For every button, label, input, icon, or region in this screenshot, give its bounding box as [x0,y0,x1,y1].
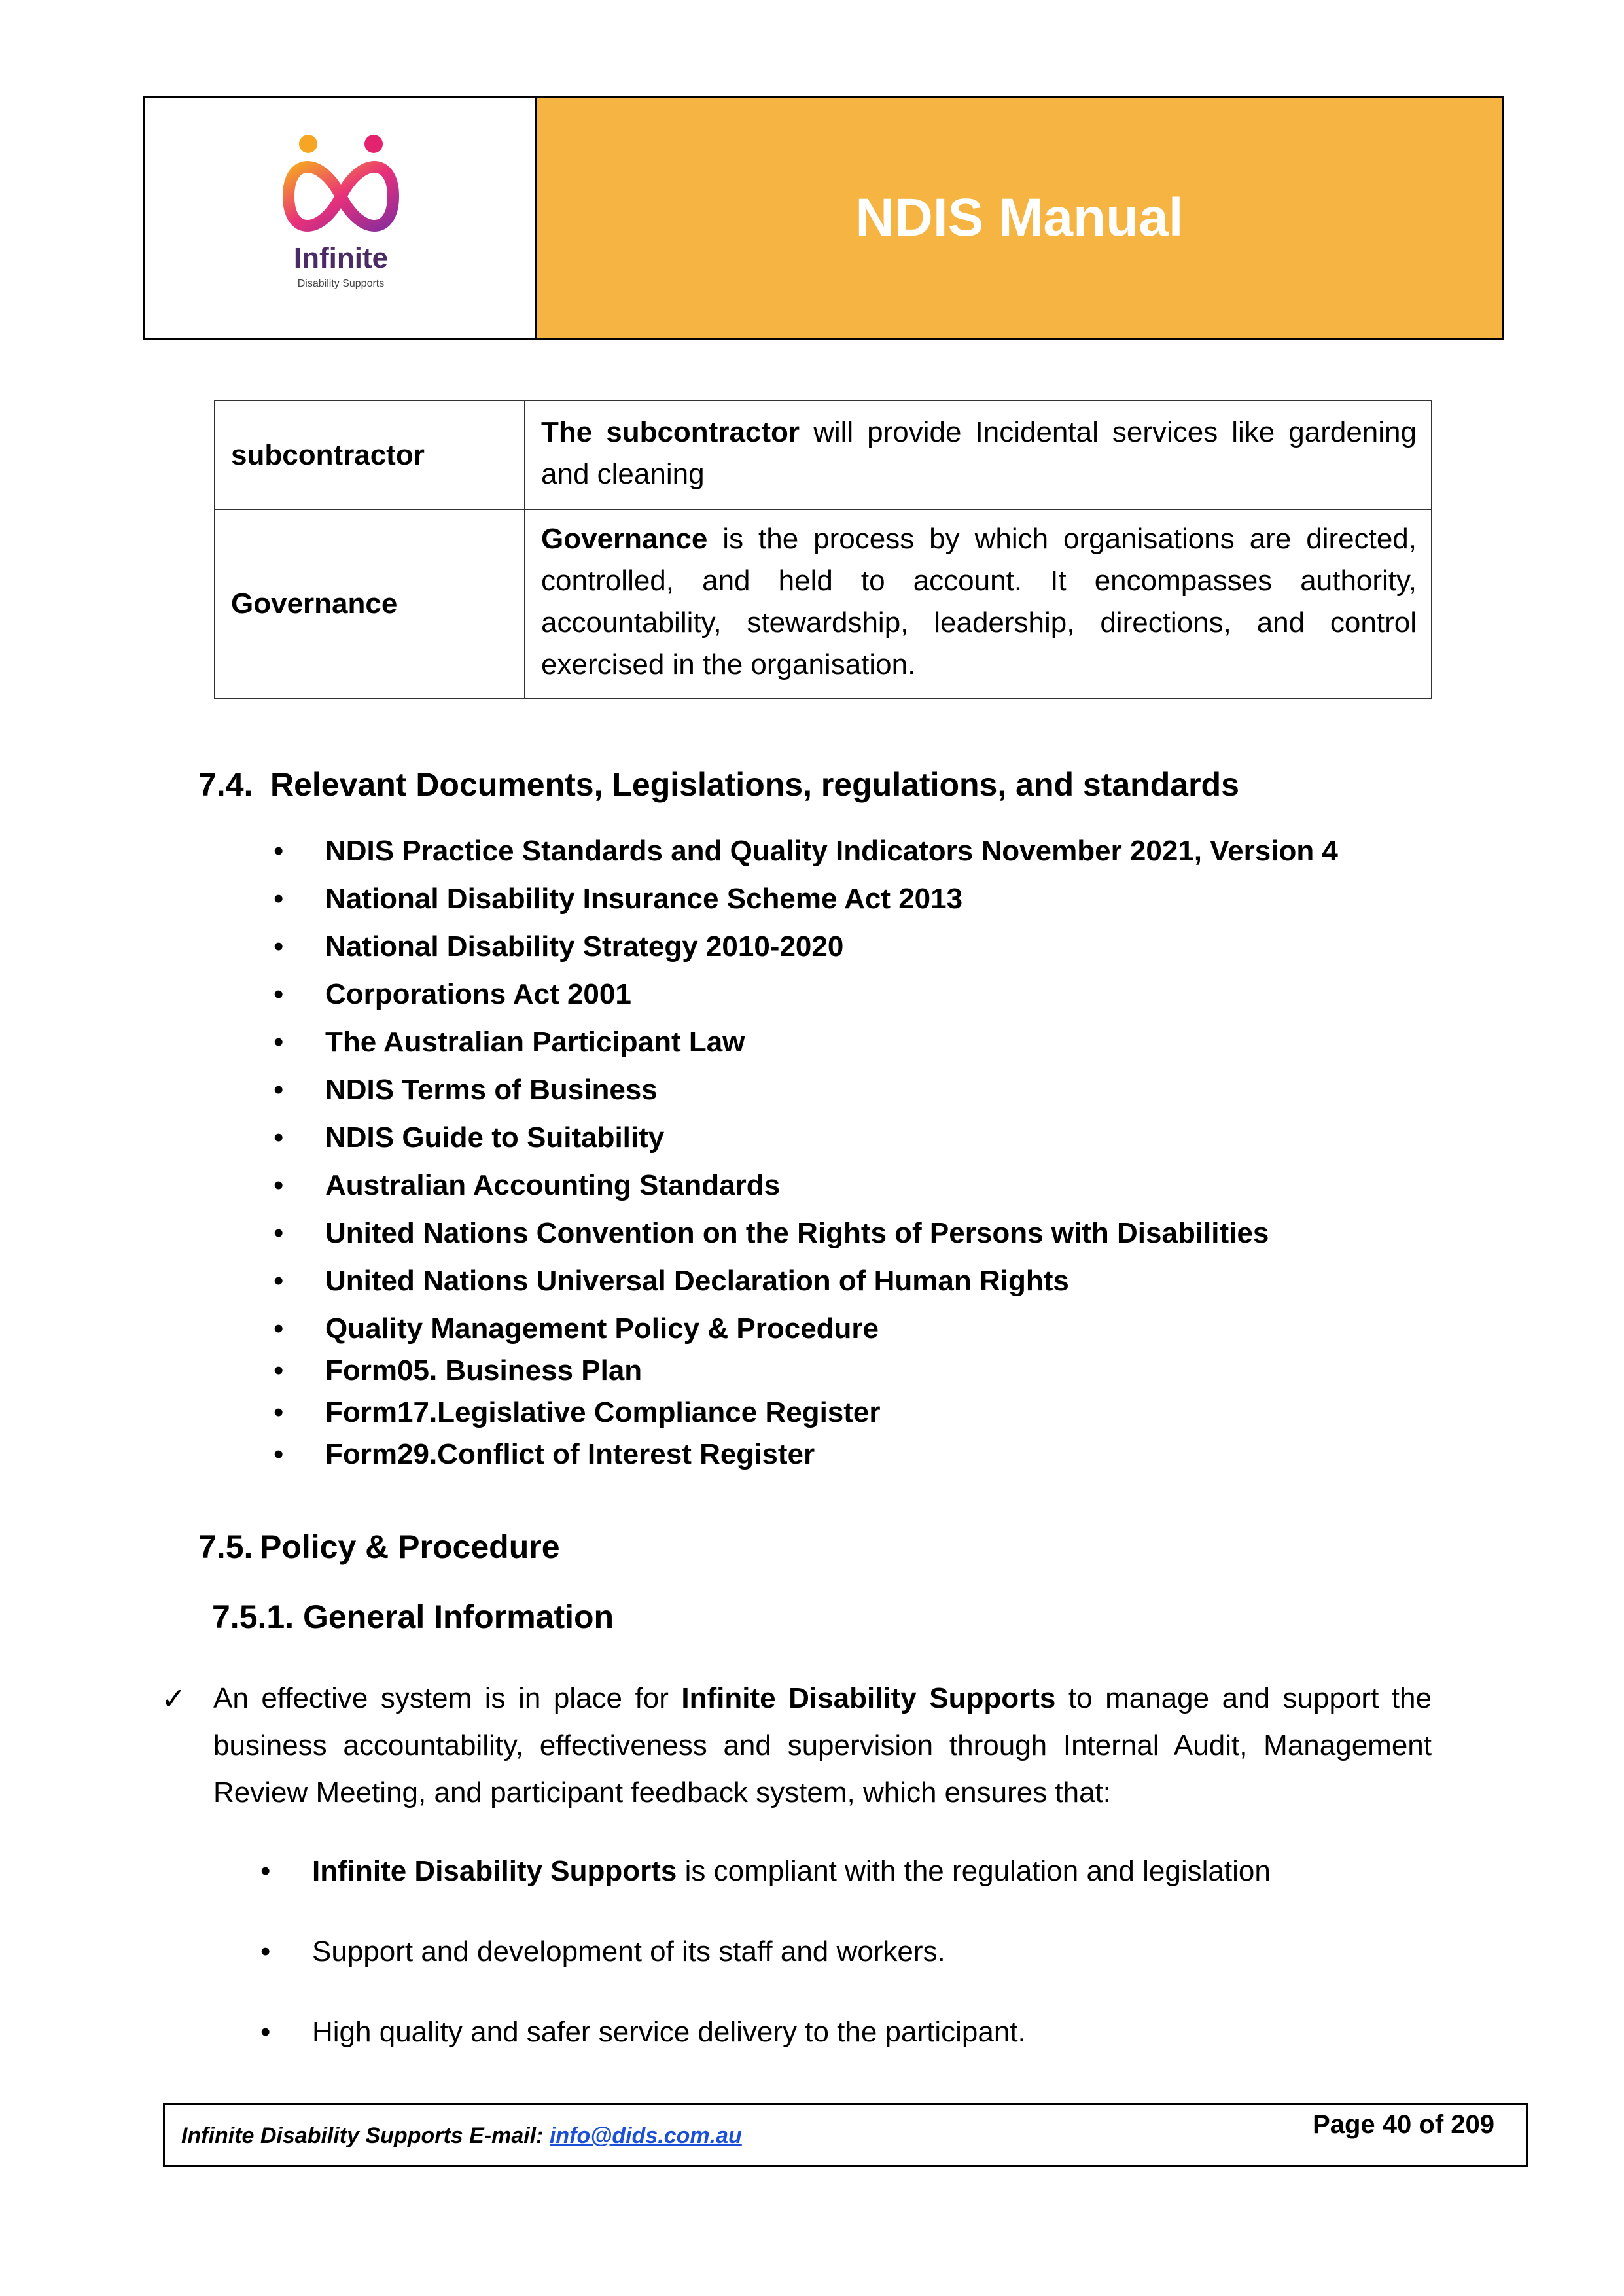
list-item: • Form17.Legislative Compliance Register [0,1396,1338,1438]
section-heading-7-5 [198,1528,560,1566]
section-title: Policy & Procedure [260,1528,560,1565]
footer-label: Infinite Disability Supports E-mail: [181,2123,550,2148]
reference-list [0,835,1338,1480]
glossary-term: Governance [215,510,525,698]
definition-bold: Governance [541,523,708,555]
glossary-definition [525,400,1432,510]
general-information-paragraph [213,1675,1432,1816]
infinity-logo-icon [275,131,406,255]
para-bold: Infinite Disability Supports [681,1682,1056,1714]
list-item: • NDIS Practice Standards and Quality Indicators November 2021, Version 4 [0,835,1338,883]
section-title: Relevant Documents, Legislations, regulations, and standards [270,766,1239,803]
document-footer [163,2103,1528,2167]
glossary-table [214,400,1432,699]
list-item: • United Nations Universal Declaration of Human Rights [0,1265,1338,1313]
point-text: Support and development of its staff and workers. [312,1935,945,1968]
title-cell [537,98,1502,338]
ensures-list [0,1852,1271,2093]
definition-bold: The subcontractor [541,415,800,448]
section-heading-7-5-1 [212,1598,614,1636]
page-number: Page 40 of 209 [1313,2110,1494,2139]
logo-tagline: Disability Supports [297,278,385,289]
list-item: • United Nations Convention on the Rights of Persons with Disabilities [0,1217,1338,1265]
list-item: • Corporations Act 2001 [0,978,1338,1026]
point-bold: Infinite Disability Supports [312,1855,677,1887]
table-row [215,400,1432,510]
definition-text: will provide Incidental services like gardening and cleaning [541,415,1417,490]
list-item: • Form29.Conflict of Interest Register [0,1438,1338,1480]
document-header [143,96,1504,340]
glossary-definition [525,510,1432,698]
para-text: to manage and support the business accountability, effectiveness and supervision through Internal Audit, Management Review Meeting, and participant feedback system, which ensures that: [213,1682,1432,1809]
point-text: High quality and safer service delivery to the participant. [312,2016,1026,2048]
logo-wordmark: Infinite [293,242,389,274]
table-row [215,510,1432,698]
point-text: is compliant with the regulation and legislation [677,1855,1271,1887]
list-item: • NDIS Terms of Business [0,1074,1338,1122]
glossary-term: subcontractor [215,400,525,510]
checkmark-icon: ✓ [161,1682,186,1716]
list-item [0,2013,1271,2093]
section-heading-7-4 [198,766,1239,804]
email-link[interactable]: info@dids.com.au [549,2123,742,2148]
list-item: • National Disability Strategy 2010-2020 [0,930,1338,978]
list-item: • Form05. Business Plan [0,1354,1338,1396]
para-text: An effective system is in place for [213,1682,682,1714]
footer-contact [181,2123,742,2149]
logo-cell [145,98,537,338]
list-item [0,1852,1271,1932]
document-title: NDIS Manual [855,188,1184,247]
list-item: • National Disability Insurance Scheme Act 2013 [0,883,1338,930]
definition-text: is the process by which organisations are directed, controlled, and held to account. It encompasses authority, accountability, stewardship, leadership, directions, and control exercised in the organisation. [541,523,1417,680]
section-number: 7.5.1. [212,1598,294,1635]
list-item: • NDIS Guide to Suitability [0,1122,1338,1169]
list-item [0,1932,1271,2013]
list-item: • Australian Accounting Standards [0,1169,1338,1217]
section-number: 7.4. [198,766,253,803]
list-item: • Quality Management Policy & Procedure [0,1313,1338,1354]
section-title: General Information [303,1598,614,1635]
list-item: • The Australian Participant Law [0,1026,1338,1074]
section-number: 7.5. [198,1528,253,1565]
